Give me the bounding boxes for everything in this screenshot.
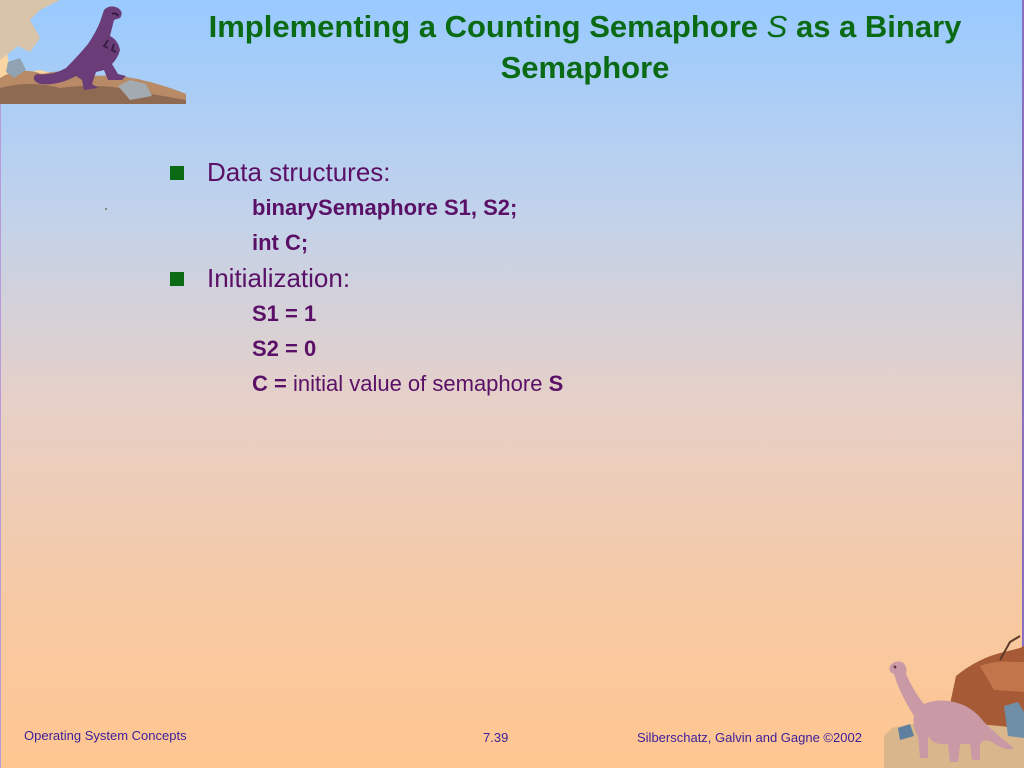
footer-copyright: Silberschatz, Galvin and Gagne ©2002 (637, 730, 862, 745)
footer-page-number: 7.39 (483, 730, 509, 745)
slide-footer (0, 728, 1024, 768)
code-line: int C; (252, 230, 309, 255)
slide-title (160, 6, 1010, 88)
code-line: S2 = 0 (252, 336, 317, 361)
bullet-text: Initialization: (207, 263, 351, 293)
c-line-middle: initial value of semaphore (292, 371, 549, 396)
slide-title-suffix: as a Binary Semaphore (500, 9, 962, 85)
square-bullet-icon (170, 166, 184, 180)
code-line: S1 = 1 (252, 301, 317, 326)
slide-body (170, 154, 870, 401)
t-rex-illustration (0, 0, 186, 104)
code-line-c (170, 366, 870, 401)
slide-left-border (0, 0, 1, 768)
bullet-initialization (170, 260, 870, 296)
stray-mark (105, 208, 107, 210)
bullet-text: Data structures: (207, 157, 391, 187)
footer-course-title: Operating System Concepts (24, 728, 187, 743)
code-line: binarySemaphore S1, S2; (252, 195, 518, 220)
square-bullet-icon (170, 272, 184, 286)
c-line-suffix: S (548, 371, 564, 396)
slide-title-symbol: S (766, 9, 788, 44)
slide-title-prefix: Implementing a Counting Semaphore (208, 9, 767, 44)
bullet-data-structures (170, 154, 870, 190)
c-line-prefix: C = (252, 371, 293, 396)
